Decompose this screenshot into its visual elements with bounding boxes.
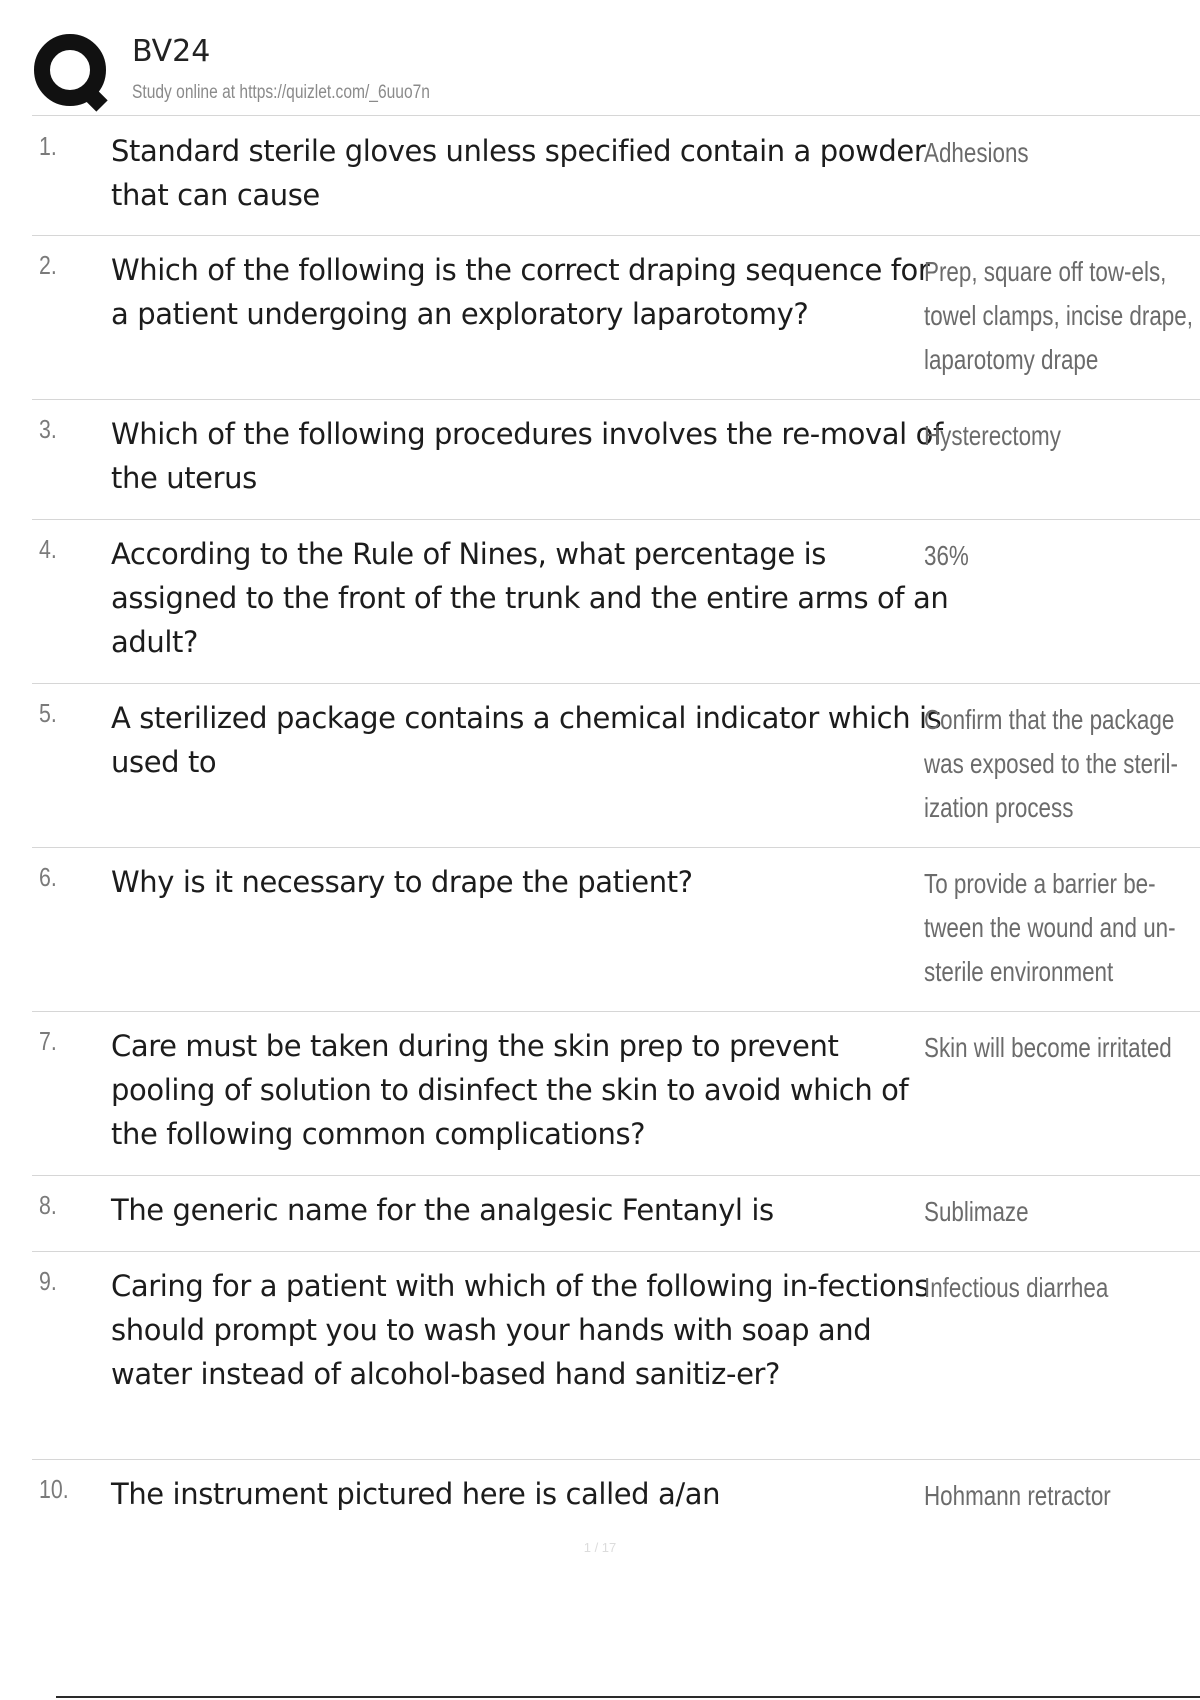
answer-text: Confirm that the package was exposed to the steril-ization process	[924, 704, 1178, 823]
item-number: 1.	[39, 131, 57, 161]
item-number: 6.	[39, 862, 57, 892]
item-number: 9.	[39, 1266, 57, 1296]
page-number: 1 / 17	[583, 1540, 617, 1555]
question-text: The generic name for the analgesic Fentanyl is	[111, 1193, 774, 1227]
question-text: Which of the following procedures involves the re-moval of the uterus	[111, 417, 943, 495]
answer-text: 36%	[924, 540, 969, 571]
question-answer-list	[32, 117, 1200, 1540]
answer-text: Infectious diarrhea	[924, 1272, 1109, 1303]
answer-text: Prep, square off tow-els, towel clamps, incise drape, laparotomy drape	[924, 256, 1193, 375]
qa-row-2	[32, 236, 1200, 400]
study-online-link[interactable]: Study online at https://quizlet.com/_6uuo7n	[132, 82, 430, 103]
item-number: 7.	[39, 1026, 57, 1056]
question-text: Caring for a patient with which of the following in-fections should prompt you to wash your hands with soap and water instead of alcohol-based hand sanitiz-er?	[111, 1269, 930, 1391]
qa-row-7	[32, 1012, 1200, 1176]
item-number: 2.	[39, 250, 57, 280]
item-number: 4.	[39, 534, 57, 564]
question-text: Care must be taken during the skin prep to prevent pooling of solution to disinfect the skin to avoid which of the following common complications?	[111, 1029, 909, 1151]
bottom-divider	[56, 1696, 1200, 1698]
item-number: 3.	[39, 414, 57, 444]
qa-row-10	[32, 1460, 1200, 1540]
set-title: BV24	[132, 34, 211, 69]
qa-row-6	[32, 848, 1200, 1012]
quizlet-logo-icon	[32, 32, 112, 112]
question-text: According to the Rule of Nines, what percentage is assigned to the front of the trunk and the entire arms of an adult?	[111, 537, 949, 659]
question-text: Why is it necessary to drape the patient?	[111, 865, 693, 899]
page-header	[32, 32, 1200, 116]
qa-row-3	[32, 400, 1200, 520]
question-text: Standard sterile gloves unless specified contain a powder that can cause	[111, 134, 926, 212]
answer-text: Hohmann retractor	[924, 1480, 1111, 1511]
answer-text: Hysterectomy	[924, 420, 1061, 451]
qa-row-8	[32, 1176, 1200, 1252]
answer-text: Sublimaze	[924, 1196, 1029, 1227]
qa-row-1	[32, 117, 1200, 236]
item-number: 8.	[39, 1190, 57, 1220]
answer-text: Adhesions	[924, 137, 1029, 168]
qa-row-9	[32, 1252, 1200, 1460]
qa-row-4	[32, 520, 1200, 684]
question-text: The instrument pictured here is called a/an	[111, 1477, 721, 1511]
question-text: A sterilized package contains a chemical indicator which is used to	[111, 701, 942, 779]
answer-text: To provide a barrier be-tween the wound and un-sterile environment	[924, 868, 1176, 987]
qa-row-5	[32, 684, 1200, 848]
answer-text: Skin will become irritated	[924, 1032, 1172, 1063]
item-number: 10.	[39, 1474, 69, 1504]
question-text: Which of the following is the correct draping sequence for a patient undergoing an exploratory laparotomy?	[111, 253, 930, 331]
item-number: 5.	[39, 698, 57, 728]
